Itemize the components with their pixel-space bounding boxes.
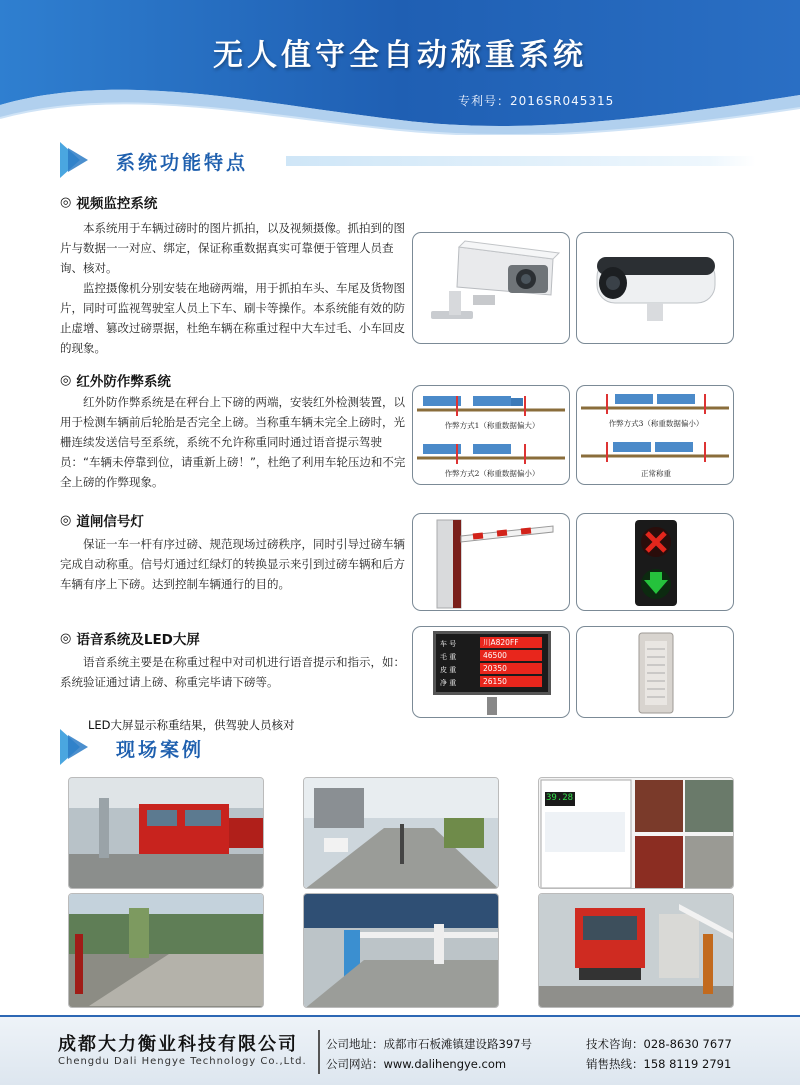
- ring-bullet-icon: ◎: [60, 512, 72, 528]
- ring-bullet-icon: ◎: [60, 630, 72, 646]
- bullet-camera-icon: [577, 233, 734, 344]
- speaker-icon: [577, 627, 734, 718]
- case-photo-1: [68, 777, 264, 889]
- led-label-gross: 毛 重: [440, 653, 457, 661]
- footer-divider: [318, 1030, 320, 1074]
- voice-title: [60, 628, 410, 648]
- diagram-label-4: 正常称重: [641, 469, 671, 478]
- section-divider-bar: [286, 156, 756, 166]
- outdoor-scale-image: [69, 894, 264, 1008]
- section-title-cases: 现场案例: [116, 739, 205, 761]
- case-photo-6: [538, 893, 734, 1008]
- surveillance-camera-photo: [412, 232, 570, 344]
- software-weight-readout: 39.28: [546, 793, 574, 803]
- weighbridge-site-image: [69, 778, 264, 889]
- diagram-label-2: 作弊方式2（称重数据偏小）: [444, 469, 540, 478]
- led-screen-photo: [412, 626, 570, 718]
- weighbridge-road-image: [304, 778, 499, 889]
- tech-hotline: 技术咨询：028-8630 7677: [586, 1037, 732, 1051]
- led-screen: [433, 631, 551, 695]
- speaker-photo: [576, 626, 734, 718]
- ring-bullet-icon: ◎: [60, 194, 72, 210]
- company-name-cn: 成都大力衡业科技有限公司: [58, 1034, 298, 1055]
- traffic-light-icon: [577, 514, 734, 611]
- gate-paragraph-1: 保证一车一杆有序过磅、规范现场过磅秩序，同时引导过磅车辆完成自动称重。信号灯通过红绿灯的转换显示来引到过磅车辆和后方车辆有序上下磅。达到控制车辆通行的目的。: [60, 537, 405, 591]
- truck-on-scale-image: [539, 894, 734, 1008]
- led-labels: [440, 638, 480, 690]
- led-values: [480, 637, 542, 687]
- video-paragraph-2: 监控摄像机分别安装在地磅两端，用于抓拍车头、车尾及货物图片，同时可监视驾驶室人员上下车、刷卡等操作。本系统能有效的防止虚增、篡改过磅票据，杜绝车辆在称重过程中大车过毛、小车回皮的现象。: [60, 281, 405, 355]
- led-label-tare: 皮 重: [440, 666, 457, 674]
- gate-title: [60, 510, 410, 530]
- infrared-title-text: 红外防作弊系统: [76, 374, 171, 390]
- led-value-plate: 川A820FF: [480, 637, 542, 648]
- infrared-section: [60, 370, 410, 492]
- gate-title-text: 道闸信号灯: [76, 514, 144, 530]
- diagram-label-1: 作弊方式1（称重数据偏大）: [444, 421, 540, 430]
- section-arrow-icon: [58, 140, 98, 180]
- diagram-label-3: 作弊方式3（称重数据偏小）: [608, 419, 704, 428]
- video-paragraph-1: 本系统用于车辆过磅时的图片抓拍，以及视频摄像。抓拍到的图片与数据一一对应、绑定，保证称重数据真实可靠便于管理人员查询、核对。: [60, 221, 405, 275]
- gate-lane-image: [304, 894, 499, 1008]
- section-title-features: 系统功能特点: [116, 152, 249, 174]
- led-value-tare: 20350: [480, 663, 542, 674]
- led-label-net: 净 重: [440, 679, 457, 687]
- led-pole: [487, 697, 497, 715]
- infrared-diagram-right: [576, 385, 734, 485]
- video-title-text: 视频监控系统: [76, 196, 158, 212]
- infrared-paragraph-1: 红外防作弊系统是在秤台上下磅的两端，安装红外检测装置，以用于检测车辆前后轮胎是否完全上磅。当称重车辆未完全上磅时，光栅连续发送信号至系统，系统不允许称重同时通过语音提示驾驶员：“车辆未停靠到位，请重新上磅！”，杜绝了利用车轮压边和不完全上磅的作弊现象。: [60, 395, 406, 489]
- case-photo-5: [303, 893, 499, 1008]
- voice-title-text: 语音系统及LED大屏: [76, 632, 200, 648]
- page-title: 无人值守全自动称重系统: [213, 38, 587, 73]
- patent-number: 专利号：2016SR045315: [458, 94, 615, 108]
- company-address: 公司地址：成都市石板滩镇建设路397号: [326, 1037, 532, 1051]
- company-name-en: Chengdu Dali Hengye Technology Co.,Ltd.: [58, 1056, 307, 1067]
- infrared-diagram-left: [412, 385, 570, 485]
- voice-led-section: [60, 628, 410, 692]
- led-value-net: 26150: [480, 676, 542, 687]
- led-caption: LED大屏显示称重结果，供驾驶人员核对: [88, 718, 295, 732]
- section-header-cases: [58, 727, 758, 767]
- infrared-title: [60, 370, 410, 390]
- video-section: [60, 192, 410, 358]
- company-website[interactable]: 公司网站：www.dalihengye.com: [326, 1057, 507, 1071]
- case-photo-3: [538, 777, 734, 889]
- case-photo-2: [303, 777, 499, 889]
- bullet-camera-photo: [576, 232, 734, 344]
- section-arrow-icon: [58, 727, 98, 767]
- led-value-gross: 46500: [480, 650, 542, 661]
- led-label-plate: 车 号: [440, 640, 457, 648]
- video-title: [60, 192, 410, 212]
- box-camera-icon: [413, 233, 570, 344]
- sales-hotline: 销售热线：158 8119 2791: [586, 1057, 732, 1071]
- voice-paragraph-1: 语音系统主要是在称重过程中对司机进行语音提示和指示，如：系统验证通过请上磅、称重完毕请下磅等。: [60, 655, 405, 689]
- barrier-gate-photo: [412, 513, 570, 611]
- section-header-features: [58, 140, 758, 180]
- barrier-gate-icon: [413, 514, 570, 611]
- case-photo-4: [68, 893, 264, 1008]
- header-banner: [0, 0, 800, 135]
- traffic-light-photo: [576, 513, 734, 611]
- gate-section: [60, 510, 410, 594]
- ring-bullet-icon: ◎: [60, 372, 72, 388]
